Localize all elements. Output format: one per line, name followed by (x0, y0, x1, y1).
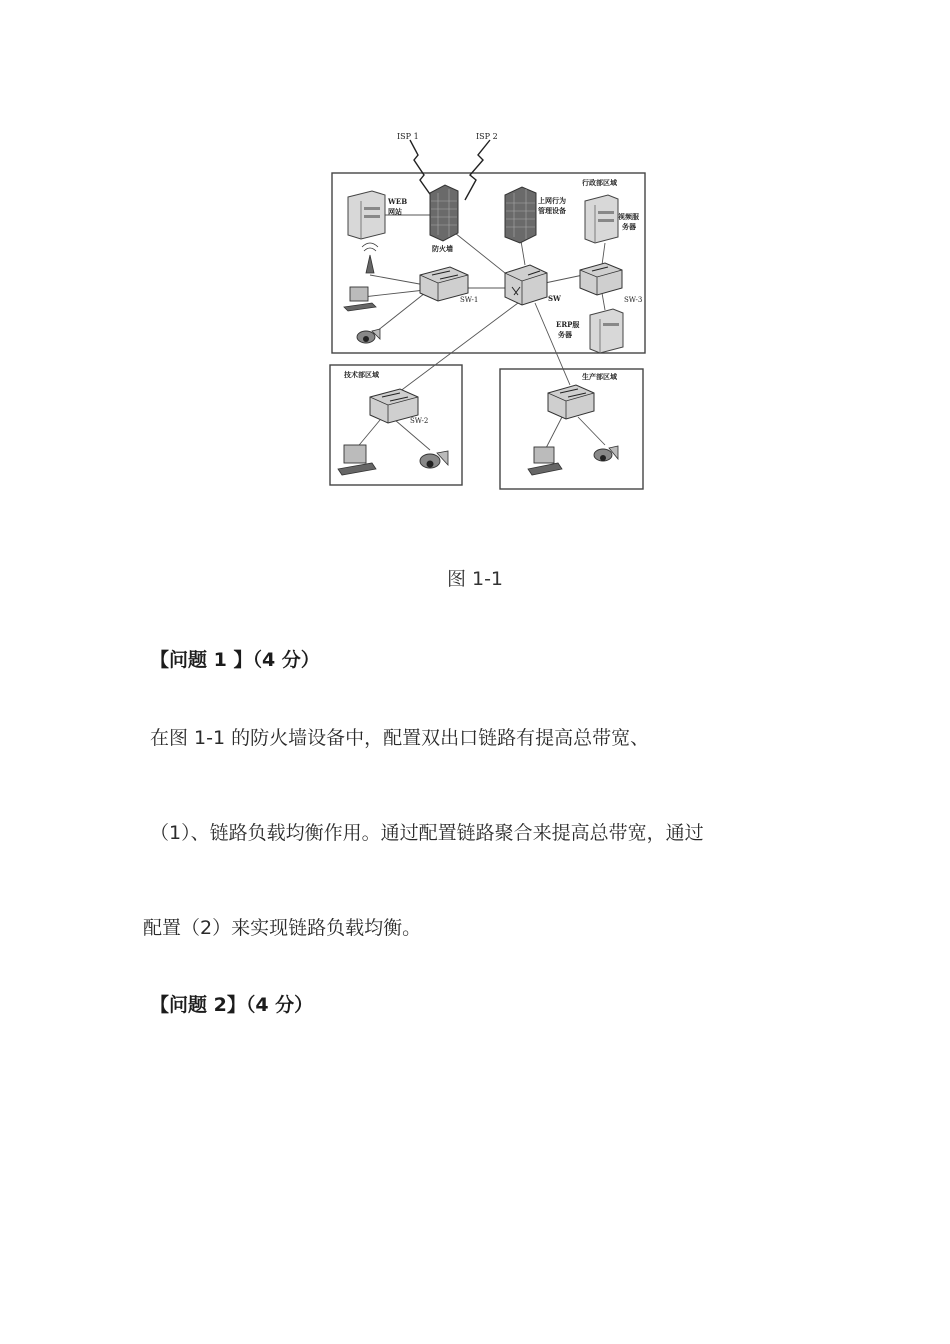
prod-camera-icon (594, 446, 618, 461)
isp2-lightning-icon (465, 140, 490, 200)
video-server-icon (585, 195, 618, 243)
firewall-label: 防火墙 (432, 244, 453, 253)
sw2-label: SW-2 (410, 417, 429, 425)
web-label-line2: 网站 (388, 207, 402, 216)
sw1-label: SW-1 (460, 296, 479, 304)
network-diagram (300, 125, 655, 500)
video-server-label-line2: 务器 (622, 222, 636, 231)
prod-zone-label: 生产部区域 (582, 372, 617, 381)
erp-server-icon (590, 309, 623, 353)
isp1-lightning-icon (410, 140, 432, 197)
question-1-heading: 【问题 1 】（4 分） (150, 649, 320, 671)
admin-camera-icon (357, 329, 380, 343)
question-2-heading: 【问题 2】（4 分） (150, 994, 314, 1016)
video-server-label-line1: 视频服 (618, 212, 639, 221)
network-topology-figure (300, 125, 655, 500)
firewall-icon (430, 185, 458, 241)
prod-switch-icon (548, 385, 594, 419)
web-label-line1: WEB (388, 197, 408, 206)
isp1-label: ISP 1 (397, 132, 419, 141)
sw3-switch-icon (580, 263, 622, 295)
question-1-line-2: （1）、链路负载均衡作用。通过配置链路聚合来提高总带宽，通过 (150, 822, 704, 844)
erp-label-line2: 务器 (558, 330, 572, 339)
behavior-mgmt-label-line1: 上网行为 (538, 196, 566, 205)
question-1-line-3: 配置（2）来实现链路负载均衡。 (143, 917, 422, 939)
web-server-icon (348, 191, 385, 239)
sw-core-switch-icon (505, 265, 547, 305)
behavior-management-device-icon (505, 187, 536, 243)
sw-label: SW (548, 294, 561, 303)
tech-zone-label: 技术部区域 (344, 370, 379, 379)
admin-pc-icon (344, 287, 376, 311)
prod-pc-icon (528, 447, 562, 475)
behavior-mgmt-label-line2: 管理设备 (538, 206, 566, 215)
admin-zone-label: 行政部区域 (582, 178, 617, 187)
question-1-line-1: 在图 1-1 的防火墙设备中，配置双出口链路有提高总带宽、 (150, 727, 650, 749)
figure-caption: 图 1-1 (446, 568, 504, 590)
tech-pc-icon (338, 445, 376, 475)
sw3-label: SW-3 (624, 296, 643, 304)
erp-label-line1: ERP服 (556, 320, 580, 329)
isp2-label: ISP 2 (476, 132, 498, 141)
tech-camera-icon (420, 451, 448, 468)
wireless-ap-icon (362, 243, 378, 273)
